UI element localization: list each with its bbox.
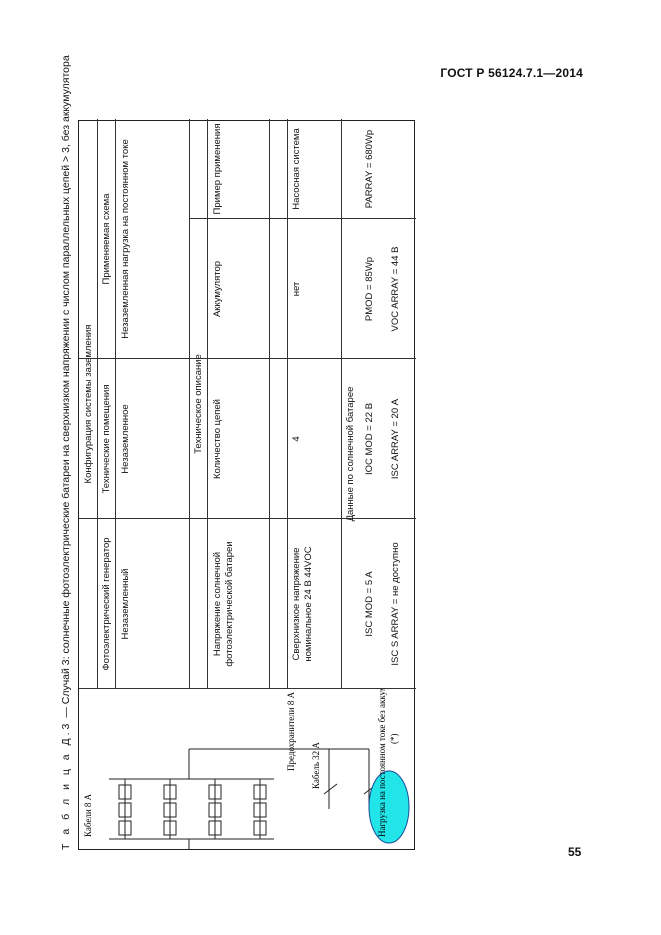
page-number: 55 [568, 845, 582, 859]
solar-r2-4: PARRAY = 680Wp [364, 129, 375, 209]
solar-r1-2: IOC MOD = 22 В [364, 402, 375, 476]
tech-value-2: 4 [291, 436, 302, 442]
caption-prefix: Т а б л и ц а Д.3 [60, 720, 72, 850]
load-label: Нагрузка на постоянном токе без аккумулятора [377, 689, 387, 837]
grounding-value-3: Незаземленная нагрузка на постоянном токе [120, 139, 131, 339]
tech-header-3: Аккумулятор [212, 260, 223, 318]
tech-header-2: Количество цепей [212, 399, 223, 480]
circuit-diagram [79, 689, 416, 849]
solar-r2-3: VOC ARRAY = 44 В [390, 246, 401, 332]
solar-r2-1: ISC S ARRAY = не доступно [390, 542, 401, 666]
tech-value-4: Насосная система [291, 128, 302, 210]
solar-r2-2: ISC ARRAY = 20 А [390, 398, 401, 480]
load-ellipse [369, 771, 409, 843]
cable-main-label: Кабель 32 А [311, 742, 321, 789]
rotated-table-block [60, 55, 415, 850]
grounding-header-3: Применяемая схема [101, 193, 112, 285]
grounding-value-1: Незаземленный [120, 568, 131, 640]
fuses-label: Предохранители 8 А [286, 691, 296, 771]
pv-modules [109, 749, 274, 849]
tech-title: Техническое описание [193, 354, 204, 454]
grounding-header-1: Фотоэлектрический генератор [101, 537, 112, 671]
solar-title: Данные по солнечной батарее [345, 386, 356, 522]
grounding-header-2: Технические помещения [101, 384, 112, 494]
grounding-title: Конфигурация системы заземления [83, 324, 94, 484]
tech-header-4: Пример применения [212, 123, 223, 215]
configuration-table [78, 120, 415, 850]
cables-label: Кабели 8 А [83, 793, 93, 837]
solar-r1-3: PMOD = 85Wp [364, 256, 375, 322]
tech-value-1: Сверхнизкое напряжение номинальное 24 В 44VOC [291, 546, 314, 662]
star-label: (*) [389, 733, 399, 744]
tech-header-1: Напряжение солнечной фотоэлектрической батареи [212, 541, 235, 667]
solar-r1-1: ISC MOD = 5 A [364, 571, 375, 637]
table-caption [60, 55, 72, 850]
grounding-value-2: Незаземленное [120, 404, 131, 474]
circuit-diagram-svg [79, 689, 416, 849]
document-number: ГОСТ Р 56124.7.1—2014 [440, 66, 583, 80]
caption-text: — Случай 3: солнечные фотоэлектрические батареи на сверхнизком напряжении с числом параллельных цепей > 3, без аккумулятора [60, 55, 72, 721]
tech-value-3: нет [291, 281, 302, 297]
